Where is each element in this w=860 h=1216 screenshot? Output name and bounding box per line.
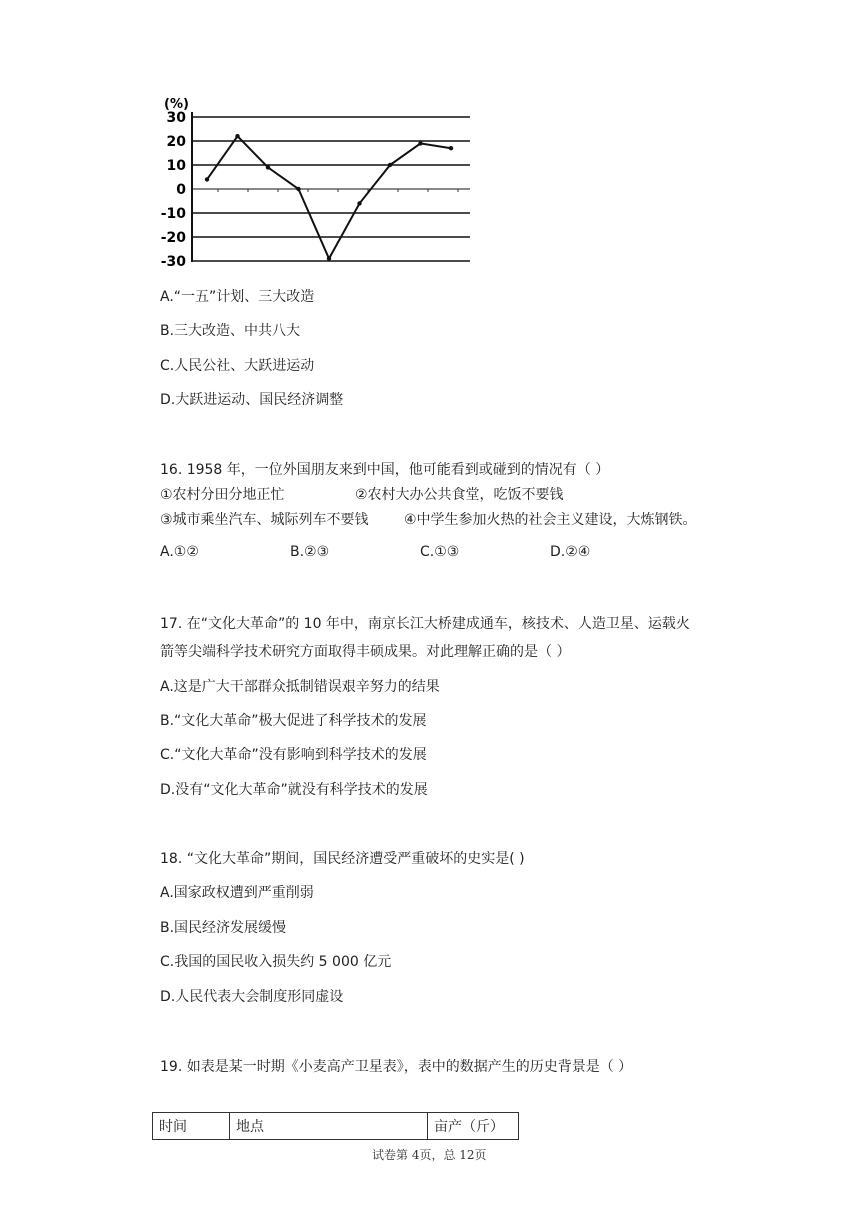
data-point-1 [235,134,239,138]
q18-option-b[interactable]: B.国民经济发展缓慢 [160,920,287,936]
y-tick-label-4: -10 [160,206,186,222]
q16-item-4: ④中学生参加火热的社会主义建设，大炼钢铁。 [404,512,697,528]
table-header-location: 地点 [230,1113,428,1140]
q18-stem: 18. “文化大革命”期间，国民经济遭受严重破坏的史实是( ) [160,851,525,867]
wheat-yield-table [152,1112,519,1140]
q15-option-b[interactable]: B.三大改造、中共八大 [160,323,301,339]
y-tick-label-1: 20 [166,134,186,150]
q17-option-a[interactable]: A.这是广大干部群众抵制错误艰辛努力的结果 [160,679,440,695]
y-tick-label-5: -20 [160,230,186,246]
q19-stem: 19. 如表是某一时期《小麦高产卫星表》，表中的数据产生的历史背景是（ ） [160,1059,633,1075]
growth-rate-line-chart [150,92,480,272]
y-tick-label-6: -30 [160,254,186,270]
q15-option-a[interactable]: A.“一五”计划、三大改造 [160,289,315,305]
q18-option-d[interactable]: D.人民代表大会制度形同虚设 [160,989,344,1005]
series-line [207,136,451,258]
q17-stem-line-2: 箭等尖端科学技术研究方面取得丰硕成果。对此理解正确的是（ ） [160,644,571,660]
y-axis-unit-label: (%) [164,97,189,112]
q18-option-a[interactable]: A.国家政权遭到严重削弱 [160,885,314,901]
q16-option-d[interactable]: D.②④ [550,544,591,560]
data-point-6 [388,163,392,167]
data-point-3 [296,187,300,191]
q17-option-d[interactable]: D.没有“文化大革命”就没有科学技术的发展 [160,782,428,798]
y-axis-ticks [161,110,187,270]
page-footer: 试卷第 4页，总 12页 [372,1148,487,1162]
q16-stem: 16. 1958 年，一位外国朋友来到中国，他可能看到或碰到的情况有（ ） [160,462,610,478]
data-point-8 [449,146,453,150]
q16-option-a[interactable]: A.①② [160,544,199,560]
q17-option-c[interactable]: C.“文化大革命”没有影响到科学技术的发展 [160,747,427,763]
q16-item-2: ②农村大办公共食堂，吃饭不要钱 [355,487,564,503]
y-tick-label-0: 30 [166,110,186,126]
y-tick-label-2: 10 [166,158,186,174]
q16-option-c[interactable]: C.①③ [420,544,460,560]
data-point-2 [266,165,270,169]
table-header-yield: 亩产（斤） [428,1113,519,1140]
data-point-5 [357,201,361,205]
data-point-4 [327,256,331,260]
data-point-0 [205,177,209,181]
q18-option-c[interactable]: C.我国的国民收入损失约 5 000 亿元 [160,954,392,970]
q15-option-d[interactable]: D.大跃进运动、国民经济调整 [160,392,344,408]
table-header-row [153,1113,519,1140]
q15-option-c[interactable]: C.人民公社、大跃进运动 [160,358,315,374]
q16-option-b[interactable]: B.②③ [290,544,330,560]
series-points [205,134,453,261]
q16-item-1: ①农村分田分地正忙 [160,487,285,503]
y-tick-label-3: 0 [176,182,186,198]
data-point-7 [418,141,422,145]
q16-item-3: ③城市乘坐汽车、城际列车不要钱 [160,512,369,528]
q17-option-b[interactable]: B.“文化大革命”极大促进了科学技术的发展 [160,713,427,729]
table-header-time: 时间 [153,1113,230,1140]
q17-stem-line-1: 17. 在“文化大革命”的 10 年中，南京长江大桥建成通车，核技术、人造卫星、运载火 [160,616,690,632]
